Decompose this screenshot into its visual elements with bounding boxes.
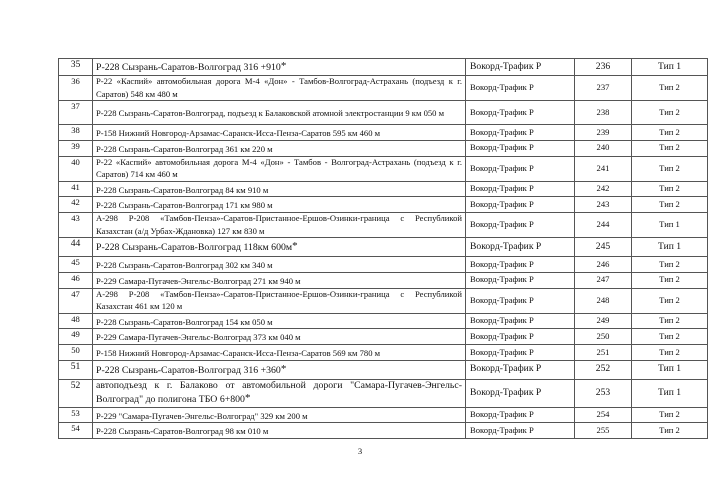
- road-location-cell: [93, 407, 466, 423]
- type-text: Тип 2: [659, 198, 680, 209]
- table-row: [59, 329, 708, 345]
- table-row: [59, 257, 708, 273]
- type-cell: [632, 345, 708, 361]
- road-location-cell: [93, 213, 466, 238]
- type-cell: [632, 423, 708, 439]
- type-text: Тип 2: [659, 82, 680, 93]
- row-number-text: 52: [70, 379, 81, 391]
- road-location-cell: [93, 288, 466, 313]
- row-number-cell: [59, 257, 93, 273]
- row-number-cell: [59, 140, 93, 156]
- owner-cell: [466, 181, 575, 197]
- code-text: 251: [596, 346, 610, 357]
- owner-text: Вокорд-Трафик Р: [470, 82, 534, 93]
- owner-cell: [466, 329, 575, 345]
- code-text: 250: [596, 330, 610, 341]
- road-location-text: Р-22 «Каспий» автомобильная дорога М-4 «Дон» - Тамбов - Волгоград-Астрахань (подъезд к г. Саратов) 714 км 460 м: [96, 156, 462, 180]
- road-location-cell: [93, 329, 466, 345]
- table-row: [59, 181, 708, 197]
- row-number-text: 46: [71, 272, 80, 283]
- asterisk-mark: *: [292, 240, 298, 253]
- road-location-text: Р-158 Нижний Новгород-Арзамас-Саранск-Исса-Пенза-Саратов 569 км 780 м: [96, 348, 381, 358]
- owner-cell: [466, 423, 575, 439]
- owner-text: Вокорд-Трафик Р: [470, 315, 534, 326]
- owner-text: Вокорд-Трафик Р: [470, 198, 534, 209]
- owner-text: Вокорд-Трафик Р: [470, 162, 534, 173]
- road-location-text: Р-229 Самара-Пугачев-Энгельс-Волгоград 373 км 040 м: [96, 332, 301, 343]
- table-row: [59, 379, 708, 407]
- road-location-text: Р-228 Сызрань-Саратов-Волгоград 154 км 050 м: [96, 316, 273, 327]
- table-row: [59, 156, 708, 181]
- road-location-cell: [93, 272, 466, 288]
- row-number-text: 40: [71, 156, 80, 167]
- road-location-cell: [93, 59, 466, 76]
- type-text: Тип 2: [659, 274, 680, 285]
- owner-cell: [466, 213, 575, 238]
- type-text: Тип 2: [659, 424, 680, 435]
- code-cell: [575, 288, 632, 313]
- table-row: [59, 360, 708, 379]
- code-text: 255: [596, 424, 610, 435]
- code-text: 242: [596, 183, 610, 194]
- road-location-cell: [93, 197, 466, 213]
- row-number-cell: [59, 423, 93, 439]
- code-cell: [575, 156, 632, 181]
- asterisk-mark: *: [280, 362, 287, 375]
- road-location-text: Р-228 Сызрань-Саратов-Волгоград 171 км 980 м: [96, 200, 273, 211]
- owner-text: Вокорд-Трафик Р: [470, 183, 534, 194]
- row-number-cell: [59, 272, 93, 288]
- owner-text: Вокорд-Трафик Р: [470, 346, 534, 357]
- road-location-text: Р-228 Сызрань-Саратов-Волгоград 98 км 010 м: [96, 426, 269, 437]
- road-location-text: Р-228 Сызрань-Саратов-Волгоград 316 +910: [96, 62, 281, 74]
- road-location-cell: [93, 181, 466, 197]
- owner-cell: [466, 313, 575, 329]
- road-location-cell: [93, 345, 466, 361]
- code-cell: [575, 238, 632, 257]
- table-row: [59, 213, 708, 238]
- row-number-cell: [59, 345, 93, 361]
- code-text: 237: [596, 82, 610, 93]
- row-number-cell: [59, 407, 93, 423]
- owner-text: Вокорд-Трафик Р: [470, 330, 534, 341]
- table-body: [59, 59, 708, 439]
- owner-cell: [466, 101, 575, 125]
- owner-text: Вокорд-Трафик Р: [470, 240, 542, 252]
- type-text: Тип 2: [659, 142, 680, 153]
- row-number-cell: [59, 76, 93, 101]
- code-text: 241: [596, 162, 610, 173]
- road-location-text: Р-229 Самара-Пугачев-Энгельс-Волгоград 271 км 940 м: [96, 275, 301, 286]
- row-number-text: 42: [71, 197, 80, 208]
- table-row: [59, 197, 708, 213]
- row-number-text: 51: [70, 360, 81, 372]
- road-location-cell: [93, 156, 466, 181]
- type-text: Тип 2: [659, 409, 680, 420]
- road-location-text: Р-158 Нижний Новгород-Арзамас-Саранск-Исса-Пенза-Саратов 595 км 460 м: [96, 128, 381, 139]
- row-number-text: 35: [70, 59, 81, 70]
- road-location-text: автоподъезд к г. Балаково от автомобильной дороги "Самара-Пугачев-Энгельс-Волгоград" до полигона ТБО 6+800: [96, 379, 462, 405]
- owner-cell: [466, 125, 575, 141]
- row-number-text: 43: [71, 213, 80, 223]
- code-cell: [575, 59, 632, 76]
- row-number-cell: [59, 329, 93, 345]
- code-cell: [575, 272, 632, 288]
- type-text: Тип 2: [659, 258, 680, 269]
- code-cell: [575, 181, 632, 197]
- code-cell: [575, 140, 632, 156]
- row-number-text: 48: [71, 313, 80, 324]
- code-text: 245: [595, 240, 611, 252]
- row-number-cell: [59, 197, 93, 213]
- owner-cell: [466, 288, 575, 313]
- type-cell: [632, 76, 708, 101]
- owner-cell: [466, 360, 575, 379]
- row-number-cell: [59, 238, 93, 257]
- page-number: 3: [357, 446, 363, 456]
- code-text: 246: [596, 258, 610, 269]
- owner-text: Вокорд-Трафик Р: [470, 106, 534, 117]
- row-number-text: 49: [71, 329, 80, 340]
- row-number-text: 36: [71, 76, 80, 86]
- row-number-cell: [59, 313, 93, 329]
- road-location-cell: [93, 238, 466, 257]
- type-cell: [632, 101, 708, 125]
- row-number-cell: [59, 181, 93, 197]
- type-text: Тип 1: [657, 240, 682, 252]
- type-cell: [632, 313, 708, 329]
- code-text: 236: [595, 60, 611, 72]
- owner-text: Вокорд-Трафик Р: [470, 294, 534, 305]
- type-cell: [632, 59, 708, 76]
- asterisk-mark: *: [280, 60, 287, 73]
- road-location-cell: [93, 423, 466, 439]
- road-location-text: А-298 Р-208 «Тамбов-Пенза»-Саратов-Пристанное-Ершов-Озинки-граница с Республикой Казахстан 461 км 120 м: [96, 288, 462, 312]
- code-cell: [575, 407, 632, 423]
- owner-text: Вокорд-Трафик Р: [470, 258, 534, 269]
- owner-cell: [466, 76, 575, 101]
- road-location-cell: [93, 379, 466, 407]
- owner-cell: [466, 156, 575, 181]
- type-text: Тип 2: [659, 183, 680, 194]
- type-text: Тип 1: [657, 60, 682, 72]
- type-cell: [632, 407, 708, 423]
- owner-cell: [466, 238, 575, 257]
- row-number-text: 50: [71, 345, 80, 355]
- code-text: 239: [596, 126, 610, 137]
- table-row: [59, 345, 708, 361]
- row-number-cell: [59, 156, 93, 181]
- road-location-cell: [93, 101, 466, 125]
- asterisk-mark: *: [244, 391, 251, 404]
- code-cell: [575, 197, 632, 213]
- type-text: Тип 1: [659, 219, 680, 230]
- owner-cell: [466, 407, 575, 423]
- road-location-cell: [93, 140, 466, 156]
- owner-text: Вокорд-Трафик Р: [470, 386, 542, 398]
- road-location-text: Р-228 Сызрань-Саратов-Волгоград 361 км 220 м: [96, 143, 273, 154]
- road-location-cell: [93, 257, 466, 273]
- type-text: Тип 2: [659, 294, 680, 305]
- owner-text: Вокорд-Трафик Р: [470, 60, 542, 72]
- road-location-cell: [93, 313, 466, 329]
- code-cell: [575, 345, 632, 361]
- road-location-text: Р-228 Сызрань-Саратов-Волгоград 316 +360: [96, 364, 281, 376]
- road-location-cell: [93, 360, 466, 379]
- road-location-text: Р-228 Сызрань-Саратов-Волгоград 118км 600м: [96, 242, 293, 254]
- type-cell: [632, 379, 708, 407]
- row-number-text: 53: [71, 407, 80, 418]
- type-cell: [632, 360, 708, 379]
- type-text: Тип 2: [659, 346, 680, 357]
- code-cell: [575, 125, 632, 141]
- row-number-cell: [59, 288, 93, 313]
- code-cell: [575, 329, 632, 345]
- code-text: 240: [596, 142, 610, 153]
- type-cell: [632, 329, 708, 345]
- owner-cell: [466, 345, 575, 361]
- type-cell: [632, 238, 708, 257]
- owner-cell: [466, 197, 575, 213]
- owner-text: Вокорд-Трафик Р: [470, 219, 534, 230]
- table-row: [59, 423, 708, 439]
- type-text: Тип 2: [659, 315, 680, 326]
- code-cell: [575, 360, 632, 379]
- code-cell: [575, 76, 632, 101]
- row-number-text: 54: [71, 423, 80, 434]
- code-cell: [575, 257, 632, 273]
- code-text: 247: [596, 274, 610, 285]
- code-text: 252: [595, 363, 611, 375]
- owner-cell: [466, 272, 575, 288]
- row-number-text: 39: [71, 140, 80, 151]
- type-text: Тип 1: [657, 386, 682, 398]
- owner-cell: [466, 59, 575, 76]
- row-number-cell: [59, 125, 93, 141]
- owner-text: Вокорд-Трафик Р: [470, 424, 534, 435]
- road-location-text: А-298 Р-208 «Тамбов-Пенза»-Саратов-Пристанное-Ершов-Озинки-граница с Республикой Казахстан (а/д Урбах-Ждановка) 127 км 830 м: [96, 213, 462, 236]
- road-location-text: Р-228 Сызрань-Саратов-Волгоград, подъезд к Балаковской атомной электростанции 9 км 050 м: [96, 108, 445, 119]
- type-cell: [632, 156, 708, 181]
- road-location-cell: [93, 125, 466, 141]
- row-number-cell: [59, 360, 93, 379]
- table-row: [59, 407, 708, 423]
- owner-cell: [466, 140, 575, 156]
- code-text: 249: [596, 315, 610, 326]
- table-row: [59, 76, 708, 101]
- owner-text: Вокорд-Трафик Р: [470, 126, 534, 137]
- road-location-cell: [93, 76, 466, 101]
- row-number-text: 41: [71, 181, 80, 192]
- type-cell: [632, 272, 708, 288]
- table-row: [59, 125, 708, 141]
- table-row: [59, 101, 708, 125]
- type-text: Тип 2: [659, 106, 680, 117]
- owner-text: Вокорд-Трафик Р: [470, 363, 542, 375]
- row-number-text: 45: [71, 257, 80, 268]
- road-location-text: Р-229 "Самара-Пугачев-Энгельс-Волгоград" 329 км 200 м: [96, 410, 308, 421]
- table-row: [59, 59, 708, 76]
- table-row: [59, 272, 708, 288]
- table-row: [59, 288, 708, 313]
- code-cell: [575, 213, 632, 238]
- owner-cell: [466, 257, 575, 273]
- code-cell: [575, 379, 632, 407]
- road-location-text: Р-228 Сызрань-Саратов-Волгоград 302 км 340 м: [96, 260, 273, 271]
- type-cell: [632, 197, 708, 213]
- type-cell: [632, 125, 708, 141]
- row-number-cell: [59, 101, 93, 125]
- type-text: Тип 2: [659, 330, 680, 341]
- row-number-text: 44: [70, 238, 81, 250]
- code-cell: [575, 423, 632, 439]
- row-number-cell: [59, 379, 93, 407]
- row-number-text: 38: [71, 125, 80, 136]
- owner-text: Вокорд-Трафик Р: [470, 142, 534, 153]
- type-cell: [632, 257, 708, 273]
- code-text: 244: [596, 219, 610, 230]
- road-location-text: Р-22 «Каспий» автомобильная дорога М-4 «Дон» - Тамбов-Волгоград-Астрахань (подъезд к г. Саратов) 548 км 480 м: [96, 76, 462, 99]
- type-cell: [632, 213, 708, 238]
- row-number-text: 47: [71, 288, 80, 299]
- type-text: Тип 1: [657, 363, 682, 375]
- type-text: Тип 2: [659, 126, 680, 137]
- type-cell: [632, 140, 708, 156]
- code-text: 243: [596, 198, 610, 209]
- monitoring-points-table: [58, 58, 708, 439]
- owner-text: Вокорд-Трафик Р: [470, 274, 534, 285]
- table-row: [59, 140, 708, 156]
- type-text: Тип 2: [659, 162, 680, 173]
- table-row: [59, 238, 708, 257]
- code-cell: [575, 101, 632, 125]
- row-number-cell: [59, 59, 93, 76]
- code-text: 248: [596, 294, 610, 305]
- road-location-text: Р-228 Сызрань-Саратов-Волгоград 84 км 910 м: [96, 184, 269, 195]
- type-cell: [632, 288, 708, 313]
- owner-cell: [466, 379, 575, 407]
- row-number-text: 37: [71, 101, 80, 112]
- owner-text: Вокорд-Трафик Р: [470, 409, 534, 420]
- type-cell: [632, 181, 708, 197]
- row-number-cell: [59, 213, 93, 238]
- code-text: 253: [595, 386, 611, 398]
- code-text: 238: [596, 106, 610, 117]
- table-row: [59, 313, 708, 329]
- code-text: 254: [596, 409, 610, 420]
- code-cell: [575, 313, 632, 329]
